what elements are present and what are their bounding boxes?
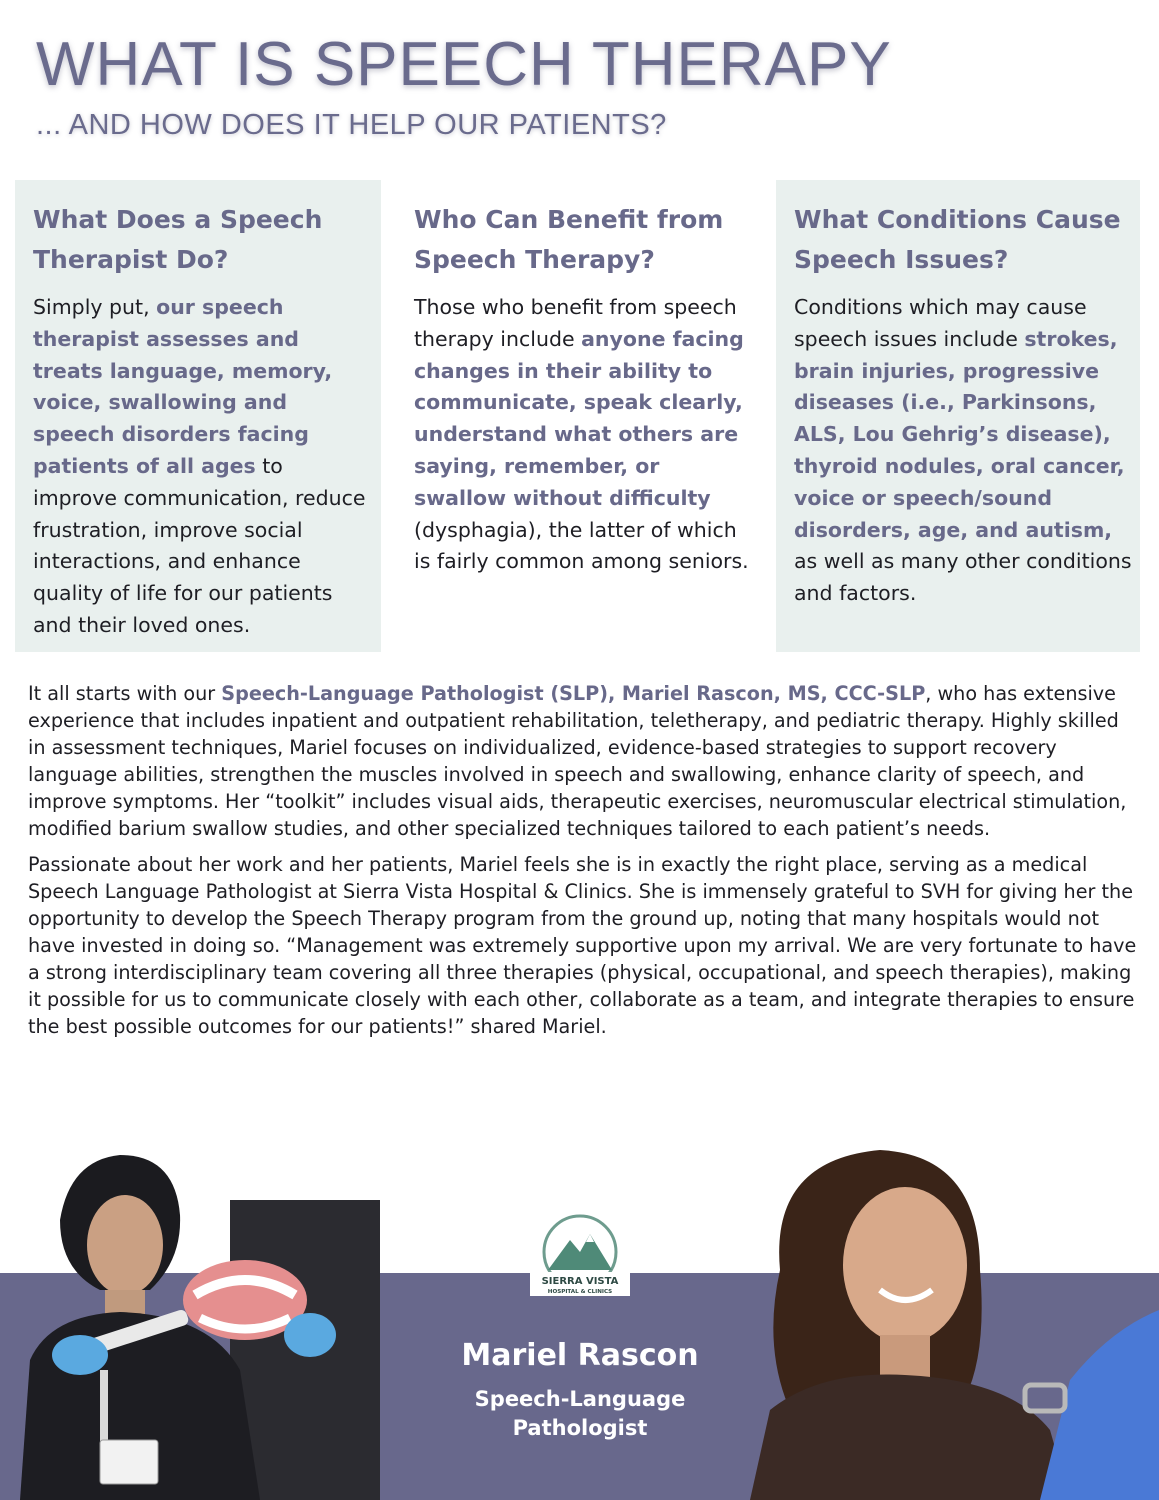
page-title: WHAT IS SPEECH THERAPY	[36, 30, 892, 99]
column-who-benefits	[396, 180, 770, 652]
top	[750, 1374, 1070, 1500]
column-body: Simply put, our speech therapist assesses and treats language, memory, voice, swallowing and speech disorders facing patients of all ages to improve communication, reduce frustration, improve social interactions, and enhance quality of life for our patients and their loved ones.	[33, 295, 366, 637]
logo-text-line1: SIERRA VISTA	[541, 1276, 619, 1287]
column-heading: Who Can Benefit from Speech Therapy?	[414, 205, 724, 274]
gloved-hand-left	[52, 1335, 108, 1375]
column-speech-therapist	[15, 180, 381, 652]
gloved-arm	[1040, 1310, 1159, 1500]
column-heading: What Conditions Cause Speech Issues?	[794, 205, 1121, 274]
column-body: Conditions which may cause speech issues include strokes, brain injuries, progressive diseases (i.e., Parkinsons, ALS, Lou Gehrig’s disease), thyroid nodules, oral cancer, voice or speech/sound disorders, age, and autism, as well as many other conditions and factors.	[794, 295, 1132, 606]
profile-name: Mariel Rascon	[461, 1338, 699, 1373]
gloved-hand-right	[284, 1313, 336, 1357]
therapist-photo-right	[710, 1130, 1159, 1500]
column-conditions	[776, 180, 1140, 652]
logo-text-line2: HOSPITAL & CLINICS	[547, 1289, 613, 1295]
lanyard	[100, 1370, 108, 1450]
article-paragraph: It all starts with our Speech-Language Pathologist (SLP), Mariel Rascon, MS, CCC-SLP, who has extensive experience that includes inpatient and outpatient rehabilitation, teletherapy, and pediatric therapy. Highly skilled in assessment techniques, Mariel focuses on individualized, evidence-based strategies to support recovery language abilities, strengthen the muscles involved in speech and swallowing, enhance clarity of speech, and improve symptoms. Her “toolkit” includes visual aids, therapeutic exercises, neuromuscular electrical stimulation, modified barium swallow studies, and other specialized techniques tailored to each patient’s needs.	[28, 682, 1127, 840]
therapist-photo-left	[0, 1140, 380, 1500]
column-heading: What Does a Speech Therapist Do?	[33, 205, 323, 274]
profile-role: Speech-Language Pathologist	[474, 1387, 686, 1440]
bracelet	[1025, 1385, 1065, 1411]
page-subtitle: ... AND HOW DOES IT HELP OUR PATIENTS?	[36, 109, 667, 141]
face	[843, 1187, 967, 1343]
face	[87, 1195, 163, 1295]
id-badge	[100, 1440, 158, 1484]
article-body	[28, 680, 1138, 1049]
article-paragraph: Passionate about her work and her patients, Mariel feels she is in exactly the right place, serving as a medical Speech Language Pathologist at Sierra Vista Hospital & Clinics. She is immensely grateful to SVH for giving her the opportunity to develop the Speech Therapy program from the ground up, noting that many hospitals would not have invested in doing so. “Management was extremely supportive upon my arrival. We are very fortunate to have a strong interdisciplinary team covering all three therapies (physical, occupational, and speech therapies), making it possible for us to communicate closely with each other, collaborate as a team, and integrate therapies to ensure the best possible outcomes for our patients!” shared Mariel.	[28, 853, 1137, 1038]
column-body: Those who benefit from speech therapy include anyone facing changes in their ability to communicate, speak clearly, understand what others are saying, remember, or swallow without difficulty (dysphagia), the latter of which is fairly common among seniors.	[414, 295, 749, 574]
sierra-vista-logo	[526, 1212, 634, 1304]
